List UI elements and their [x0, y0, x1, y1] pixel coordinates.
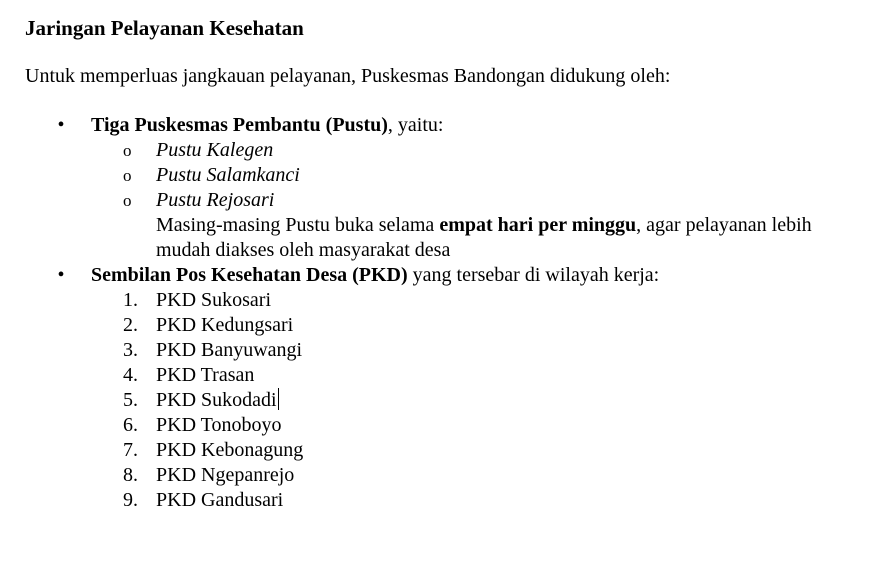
- pkd-name: PKD Kedungsari: [156, 314, 294, 336]
- list-number: 5.: [123, 389, 138, 411]
- text-cursor: [278, 388, 279, 410]
- list-item: [91, 163, 855, 188]
- pkd-name: PKD Sukodadi: [156, 389, 277, 411]
- pustu-note: [91, 213, 836, 263]
- list-number: 6.: [123, 414, 138, 436]
- list-item: [91, 188, 855, 213]
- intro-paragraph: Untuk memperluas jangkauan pelayanan, Puskesmas Bandongan didukung oleh:: [25, 65, 671, 87]
- list-item: [91, 363, 855, 388]
- list-item: [91, 463, 855, 488]
- document-heading: Jaringan Pelayanan Kesehatan: [25, 16, 304, 40]
- list-number: 7.: [123, 439, 138, 461]
- pkd-name: PKD Trasan: [156, 364, 255, 386]
- pkd-name: PKD Banyuwangi: [156, 339, 303, 361]
- pkd-name: PKD Gandusari: [156, 489, 284, 511]
- list-number: 4.: [123, 364, 138, 386]
- pkd-name: PKD Tonoboyo: [156, 414, 282, 436]
- list-item: [91, 313, 855, 338]
- pkd-name: PKD Kebonagung: [156, 439, 304, 461]
- circle-bullet-icon: o: [123, 166, 132, 185]
- list-item: [91, 438, 855, 463]
- service-network-list: [25, 113, 855, 513]
- pustu-name: Pustu Salamkanci: [156, 164, 300, 186]
- note-text-after: , agar pelayanan lebih mudah diakses oleh masyarakat desa: [156, 214, 812, 261]
- list-item: [91, 138, 855, 163]
- list-item: [91, 413, 855, 438]
- pustu-title: Tiga Puskesmas Pembantu (Pustu): [91, 114, 388, 136]
- list-number: 1.: [123, 289, 138, 311]
- pkd-numbered-list: [91, 288, 855, 513]
- note-emphasis: empat hari per minggu: [439, 214, 637, 236]
- list-item: [91, 288, 855, 313]
- pkd-name: PKD Ngepanrejo: [156, 464, 295, 486]
- pustu-sublist: [91, 138, 855, 213]
- pkd-title: Sembilan Pos Kesehatan Desa (PKD): [91, 264, 408, 286]
- circle-bullet-icon: o: [123, 141, 132, 160]
- list-item: [91, 388, 855, 413]
- list-number: 9.: [123, 489, 138, 511]
- list-item: [91, 338, 855, 363]
- list-item: [91, 488, 855, 513]
- list-number: 8.: [123, 464, 138, 486]
- note-text-before: Masing-masing Pustu buka selama: [156, 214, 440, 236]
- list-item-pustu: [25, 113, 855, 263]
- list-item-pkd: [25, 263, 855, 513]
- document-body[interactable]: [25, 14, 855, 513]
- pkd-title-rest: yang tersebar di wilayah kerja:: [407, 264, 660, 286]
- pkd-name: PKD Sukosari: [156, 289, 272, 311]
- bullet-icon: •: [57, 264, 65, 286]
- bullet-icon: •: [57, 114, 65, 136]
- circle-bullet-icon: o: [123, 191, 132, 210]
- pustu-name: Pustu Rejosari: [156, 189, 275, 211]
- pustu-name: Pustu Kalegen: [156, 139, 274, 161]
- pustu-title-rest: , yaitu:: [387, 114, 444, 136]
- list-number: 3.: [123, 339, 138, 361]
- list-number: 2.: [123, 314, 138, 336]
